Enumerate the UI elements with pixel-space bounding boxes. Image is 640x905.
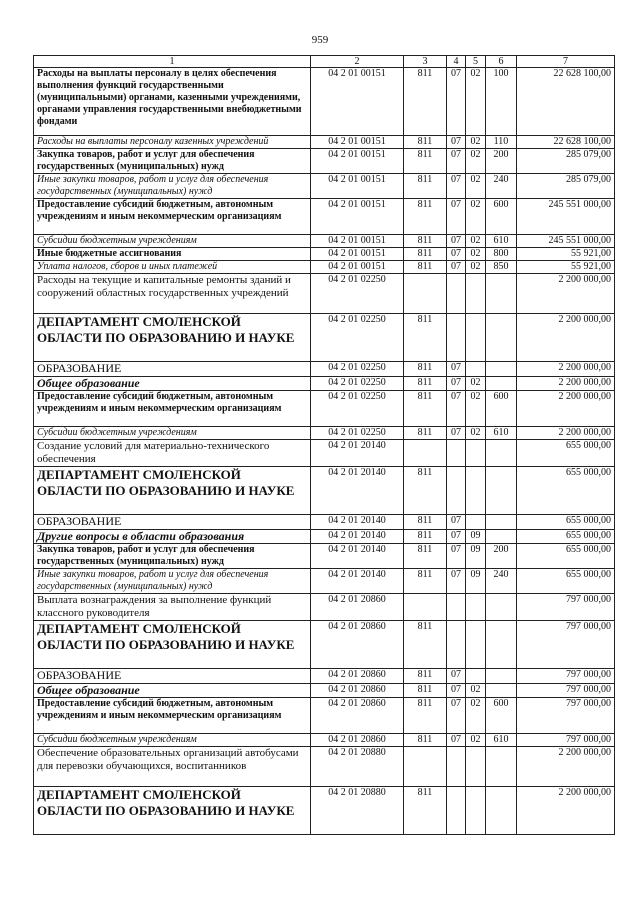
table-row	[34, 261, 615, 274]
row-name: Расходы на выплаты персоналу казенных учреждений	[34, 136, 311, 149]
row-name: Закупка товаров, работ и услуг для обеспечения государственных (муниципальных) нужд	[34, 544, 311, 569]
row-vid: 600	[486, 698, 517, 734]
row-amount: 245 551 000,00	[517, 235, 615, 248]
table-row	[34, 698, 615, 734]
row-ved: 811	[404, 68, 447, 136]
row-razdel: 07	[447, 530, 466, 544]
table-row	[34, 621, 615, 669]
row-podrazdel: 02	[466, 698, 486, 734]
table-row	[34, 594, 615, 621]
row-razdel: 07	[447, 544, 466, 569]
row-ved: 811	[404, 669, 447, 684]
row-amount: 22 628 100,00	[517, 136, 615, 149]
row-podrazdel: 02	[466, 261, 486, 274]
table-row	[34, 734, 615, 747]
row-code: 04 2 01 00151	[311, 136, 404, 149]
page-number: 959	[311, 34, 329, 46]
row-vid	[486, 530, 517, 544]
row-ved: 811	[404, 544, 447, 569]
table-row	[34, 467, 615, 515]
row-code: 04 2 01 00151	[311, 248, 404, 261]
row-vid	[486, 787, 517, 835]
row-name: Субсидии бюджетным учреждениям	[34, 427, 311, 440]
row-code: 04 2 01 02250	[311, 314, 404, 362]
row-vid: 610	[486, 734, 517, 747]
row-podrazdel	[466, 747, 486, 787]
table-row	[34, 530, 615, 544]
row-name: Предоставление субсидий бюджетным, автономным учреждениям и иным некоммерческим организациям	[34, 698, 311, 734]
row-amount: 655 000,00	[517, 544, 615, 569]
row-vid	[486, 440, 517, 467]
row-vid: 240	[486, 174, 517, 199]
row-razdel: 07	[447, 235, 466, 248]
row-razdel: 07	[447, 391, 466, 427]
row-amount: 655 000,00	[517, 530, 615, 544]
row-amount: 2 200 000,00	[517, 274, 615, 314]
header-cell: 5	[466, 56, 486, 68]
row-name: ДЕПАРТАМЕНТ СМОЛЕНСКОЙ ОБЛАСТИ ПО ОБРАЗОВАНИЮ И НАУКЕ	[34, 787, 311, 835]
row-ved: 811	[404, 684, 447, 698]
row-ved	[404, 747, 447, 787]
row-podrazdel	[466, 440, 486, 467]
row-razdel: 07	[447, 199, 466, 235]
row-vid: 610	[486, 427, 517, 440]
row-razdel: 07	[447, 136, 466, 149]
row-podrazdel	[466, 314, 486, 362]
row-razdel: 07	[447, 362, 466, 377]
row-name: Другие вопросы в области образования	[34, 530, 311, 544]
row-podrazdel	[466, 274, 486, 314]
table-row	[34, 787, 615, 835]
row-razdel	[447, 467, 466, 515]
row-podrazdel: 02	[466, 684, 486, 698]
row-name: Субсидии бюджетным учреждениям	[34, 734, 311, 747]
row-code: 04 2 01 00151	[311, 261, 404, 274]
row-name: Обеспечение образовательных организаций автобусами для перевозки обучающихся, воспитанников	[34, 747, 311, 787]
row-ved: 811	[404, 199, 447, 235]
row-code: 04 2 01 20860	[311, 621, 404, 669]
row-ved: 811	[404, 248, 447, 261]
table-row	[34, 149, 615, 174]
table-row	[34, 440, 615, 467]
row-ved: 811	[404, 698, 447, 734]
row-ved: 811	[404, 569, 447, 594]
table-row	[34, 377, 615, 391]
row-razdel: 07	[447, 684, 466, 698]
header-cell: 2	[311, 56, 404, 68]
row-podrazdel	[466, 467, 486, 515]
row-vid	[486, 467, 517, 515]
row-ved: 811	[404, 515, 447, 530]
row-name: Уплата налогов, сборов и иных платежей	[34, 261, 311, 274]
row-code: 04 2 01 20140	[311, 530, 404, 544]
row-vid: 850	[486, 261, 517, 274]
row-ved	[404, 440, 447, 467]
row-code: 04 2 01 20140	[311, 544, 404, 569]
table-row	[34, 274, 615, 314]
row-amount: 797 000,00	[517, 621, 615, 669]
row-code: 04 2 01 20860	[311, 684, 404, 698]
row-name: Предоставление субсидий бюджетным, автономным учреждениям и иным некоммерческим организациям	[34, 199, 311, 235]
row-podrazdel: 02	[466, 174, 486, 199]
row-code: 04 2 01 20860	[311, 698, 404, 734]
row-podrazdel	[466, 594, 486, 621]
table-row	[34, 391, 615, 427]
row-ved: 811	[404, 136, 447, 149]
row-ved: 811	[404, 427, 447, 440]
row-razdel	[447, 747, 466, 787]
row-name: ОБРАЗОВАНИЕ	[34, 515, 311, 530]
row-name: Иные закупки товаров, работ и услуг для обеспечения государственных (муниципальных) нужд	[34, 174, 311, 199]
row-razdel	[447, 594, 466, 621]
row-vid: 100	[486, 68, 517, 136]
row-amount: 55 921,00	[517, 248, 615, 261]
row-code: 04 2 01 20860	[311, 669, 404, 684]
row-name: ДЕПАРТАМЕНТ СМОЛЕНСКОЙ ОБЛАСТИ ПО ОБРАЗОВАНИЮ И НАУКЕ	[34, 621, 311, 669]
row-name: Общее образование	[34, 684, 311, 698]
table-row	[34, 235, 615, 248]
row-amount: 285 079,00	[517, 149, 615, 174]
row-name: Общее образование	[34, 377, 311, 391]
row-code: 04 2 01 20140	[311, 569, 404, 594]
row-razdel: 07	[447, 669, 466, 684]
row-razdel	[447, 621, 466, 669]
table-row	[34, 314, 615, 362]
row-code: 04 2 01 20880	[311, 747, 404, 787]
row-name: Выплата вознаграждения за выполнение функций классного руководителя	[34, 594, 311, 621]
row-code: 04 2 01 00151	[311, 68, 404, 136]
table-row	[34, 747, 615, 787]
row-ved: 811	[404, 314, 447, 362]
row-podrazdel	[466, 787, 486, 835]
row-vid: 110	[486, 136, 517, 149]
row-razdel: 07	[447, 377, 466, 391]
row-amount: 797 000,00	[517, 684, 615, 698]
row-amount: 2 200 000,00	[517, 362, 615, 377]
row-razdel	[447, 440, 466, 467]
row-ved: 811	[404, 377, 447, 391]
header-cell: 3	[404, 56, 447, 68]
row-name: Предоставление субсидий бюджетным, автономным учреждениям и иным некоммерческим организациям	[34, 391, 311, 427]
row-ved: 811	[404, 530, 447, 544]
row-code: 04 2 01 02250	[311, 377, 404, 391]
row-amount: 655 000,00	[517, 467, 615, 515]
row-podrazdel: 02	[466, 391, 486, 427]
row-razdel: 07	[447, 248, 466, 261]
row-code: 04 2 01 20140	[311, 440, 404, 467]
row-amount: 22 628 100,00	[517, 68, 615, 136]
table-row	[34, 569, 615, 594]
table-row	[34, 669, 615, 684]
row-amount: 2 200 000,00	[517, 427, 615, 440]
row-amount: 2 200 000,00	[517, 787, 615, 835]
row-podrazdel: 09	[466, 544, 486, 569]
row-podrazdel: 02	[466, 68, 486, 136]
row-amount: 655 000,00	[517, 569, 615, 594]
row-code: 04 2 01 02250	[311, 362, 404, 377]
header-cell: 7	[517, 56, 615, 68]
row-ved: 811	[404, 734, 447, 747]
row-podrazdel: 09	[466, 530, 486, 544]
row-amount: 2 200 000,00	[517, 314, 615, 362]
table-row	[34, 362, 615, 377]
row-vid: 240	[486, 569, 517, 594]
row-amount: 285 079,00	[517, 174, 615, 199]
table-row	[34, 684, 615, 698]
row-amount: 797 000,00	[517, 669, 615, 684]
row-amount: 797 000,00	[517, 594, 615, 621]
row-razdel	[447, 274, 466, 314]
table-row	[34, 199, 615, 235]
row-code: 04 2 01 02250	[311, 274, 404, 314]
row-code: 04 2 01 00151	[311, 174, 404, 199]
row-name: ОБРАЗОВАНИЕ	[34, 669, 311, 684]
row-vid: 610	[486, 235, 517, 248]
row-ved: 811	[404, 261, 447, 274]
row-amount: 655 000,00	[517, 515, 615, 530]
header-cell: 4	[447, 56, 466, 68]
row-vid	[486, 515, 517, 530]
row-amount: 2 200 000,00	[517, 377, 615, 391]
row-amount: 55 921,00	[517, 261, 615, 274]
row-code: 04 2 01 02250	[311, 391, 404, 427]
row-vid: 800	[486, 248, 517, 261]
table-row	[34, 136, 615, 149]
row-name: ДЕПАРТАМЕНТ СМОЛЕНСКОЙ ОБЛАСТИ ПО ОБРАЗОВАНИЮ И НАУКЕ	[34, 314, 311, 362]
budget-table	[33, 55, 615, 835]
row-vid: 600	[486, 391, 517, 427]
row-razdel	[447, 787, 466, 835]
row-ved: 811	[404, 174, 447, 199]
row-vid: 200	[486, 544, 517, 569]
row-razdel: 07	[447, 68, 466, 136]
row-ved: 811	[404, 787, 447, 835]
row-ved: 811	[404, 391, 447, 427]
row-name: ДЕПАРТАМЕНТ СМОЛЕНСКОЙ ОБЛАСТИ ПО ОБРАЗОВАНИЮ И НАУКЕ	[34, 467, 311, 515]
row-vid	[486, 747, 517, 787]
row-ved: 811	[404, 235, 447, 248]
row-amount: 655 000,00	[517, 440, 615, 467]
table-row	[34, 248, 615, 261]
row-code: 04 2 01 20140	[311, 515, 404, 530]
row-podrazdel: 02	[466, 248, 486, 261]
row-razdel: 07	[447, 515, 466, 530]
table-row	[34, 68, 615, 136]
row-podrazdel	[466, 362, 486, 377]
row-podrazdel: 02	[466, 377, 486, 391]
row-amount: 797 000,00	[517, 698, 615, 734]
row-code: 04 2 01 20140	[311, 467, 404, 515]
row-vid	[486, 314, 517, 362]
row-ved: 811	[404, 621, 447, 669]
row-code: 04 2 01 20880	[311, 787, 404, 835]
header-cell: 6	[486, 56, 517, 68]
row-podrazdel	[466, 669, 486, 684]
row-name: Субсидии бюджетным учреждениям	[34, 235, 311, 248]
row-ved: 811	[404, 149, 447, 174]
row-amount: 2 200 000,00	[517, 747, 615, 787]
row-vid: 200	[486, 149, 517, 174]
row-vid: 600	[486, 199, 517, 235]
row-vid	[486, 669, 517, 684]
row-razdel	[447, 314, 466, 362]
header-cell: 1	[34, 56, 311, 68]
row-vid	[486, 621, 517, 669]
row-razdel: 07	[447, 149, 466, 174]
row-ved	[404, 594, 447, 621]
row-name: Расходы на выплаты персоналу в целях обеспечения выполнения функций государственными (муниципальными) органами, казенными учреждениями, органами управления государственными внебюджетными фондами	[34, 68, 311, 136]
row-name: Иные бюджетные ассигнования	[34, 248, 311, 261]
row-podrazdel: 02	[466, 235, 486, 248]
row-amount: 2 200 000,00	[517, 391, 615, 427]
row-podrazdel: 02	[466, 149, 486, 174]
row-code: 04 2 01 02250	[311, 427, 404, 440]
row-name: Создание условий для материально-технического обеспечения	[34, 440, 311, 467]
row-code: 04 2 01 20860	[311, 594, 404, 621]
row-razdel: 07	[447, 427, 466, 440]
table-row	[34, 174, 615, 199]
row-podrazdel: 02	[466, 427, 486, 440]
row-name: Расходы на текущие и капитальные ремонты зданий и сооружений областных государственных учреждений	[34, 274, 311, 314]
table-row	[34, 515, 615, 530]
row-razdel: 07	[447, 261, 466, 274]
row-podrazdel	[466, 621, 486, 669]
row-ved: 811	[404, 362, 447, 377]
row-amount: 797 000,00	[517, 734, 615, 747]
row-podrazdel: 02	[466, 734, 486, 747]
row-ved: 811	[404, 467, 447, 515]
row-name: Иные закупки товаров, работ и услуг для обеспечения государственных (муниципальных) нужд	[34, 569, 311, 594]
row-razdel: 07	[447, 174, 466, 199]
row-code: 04 2 01 20860	[311, 734, 404, 747]
row-razdel: 07	[447, 569, 466, 594]
row-vid	[486, 684, 517, 698]
row-podrazdel: 02	[466, 136, 486, 149]
row-name: ОБРАЗОВАНИЕ	[34, 362, 311, 377]
row-podrazdel: 02	[466, 199, 486, 235]
row-vid	[486, 377, 517, 391]
row-podrazdel	[466, 515, 486, 530]
row-code: 04 2 01 00151	[311, 199, 404, 235]
row-ved	[404, 274, 447, 314]
row-razdel: 07	[447, 734, 466, 747]
row-amount: 245 551 000,00	[517, 199, 615, 235]
table-row	[34, 427, 615, 440]
row-podrazdel: 09	[466, 569, 486, 594]
row-vid	[486, 362, 517, 377]
row-vid	[486, 594, 517, 621]
row-razdel: 07	[447, 698, 466, 734]
row-code: 04 2 01 00151	[311, 149, 404, 174]
table-row	[34, 544, 615, 569]
row-vid	[486, 274, 517, 314]
row-name: Закупка товаров, работ и услуг для обеспечения государственных (муниципальных) нужд	[34, 149, 311, 174]
row-code: 04 2 01 00151	[311, 235, 404, 248]
header-row	[34, 56, 615, 68]
